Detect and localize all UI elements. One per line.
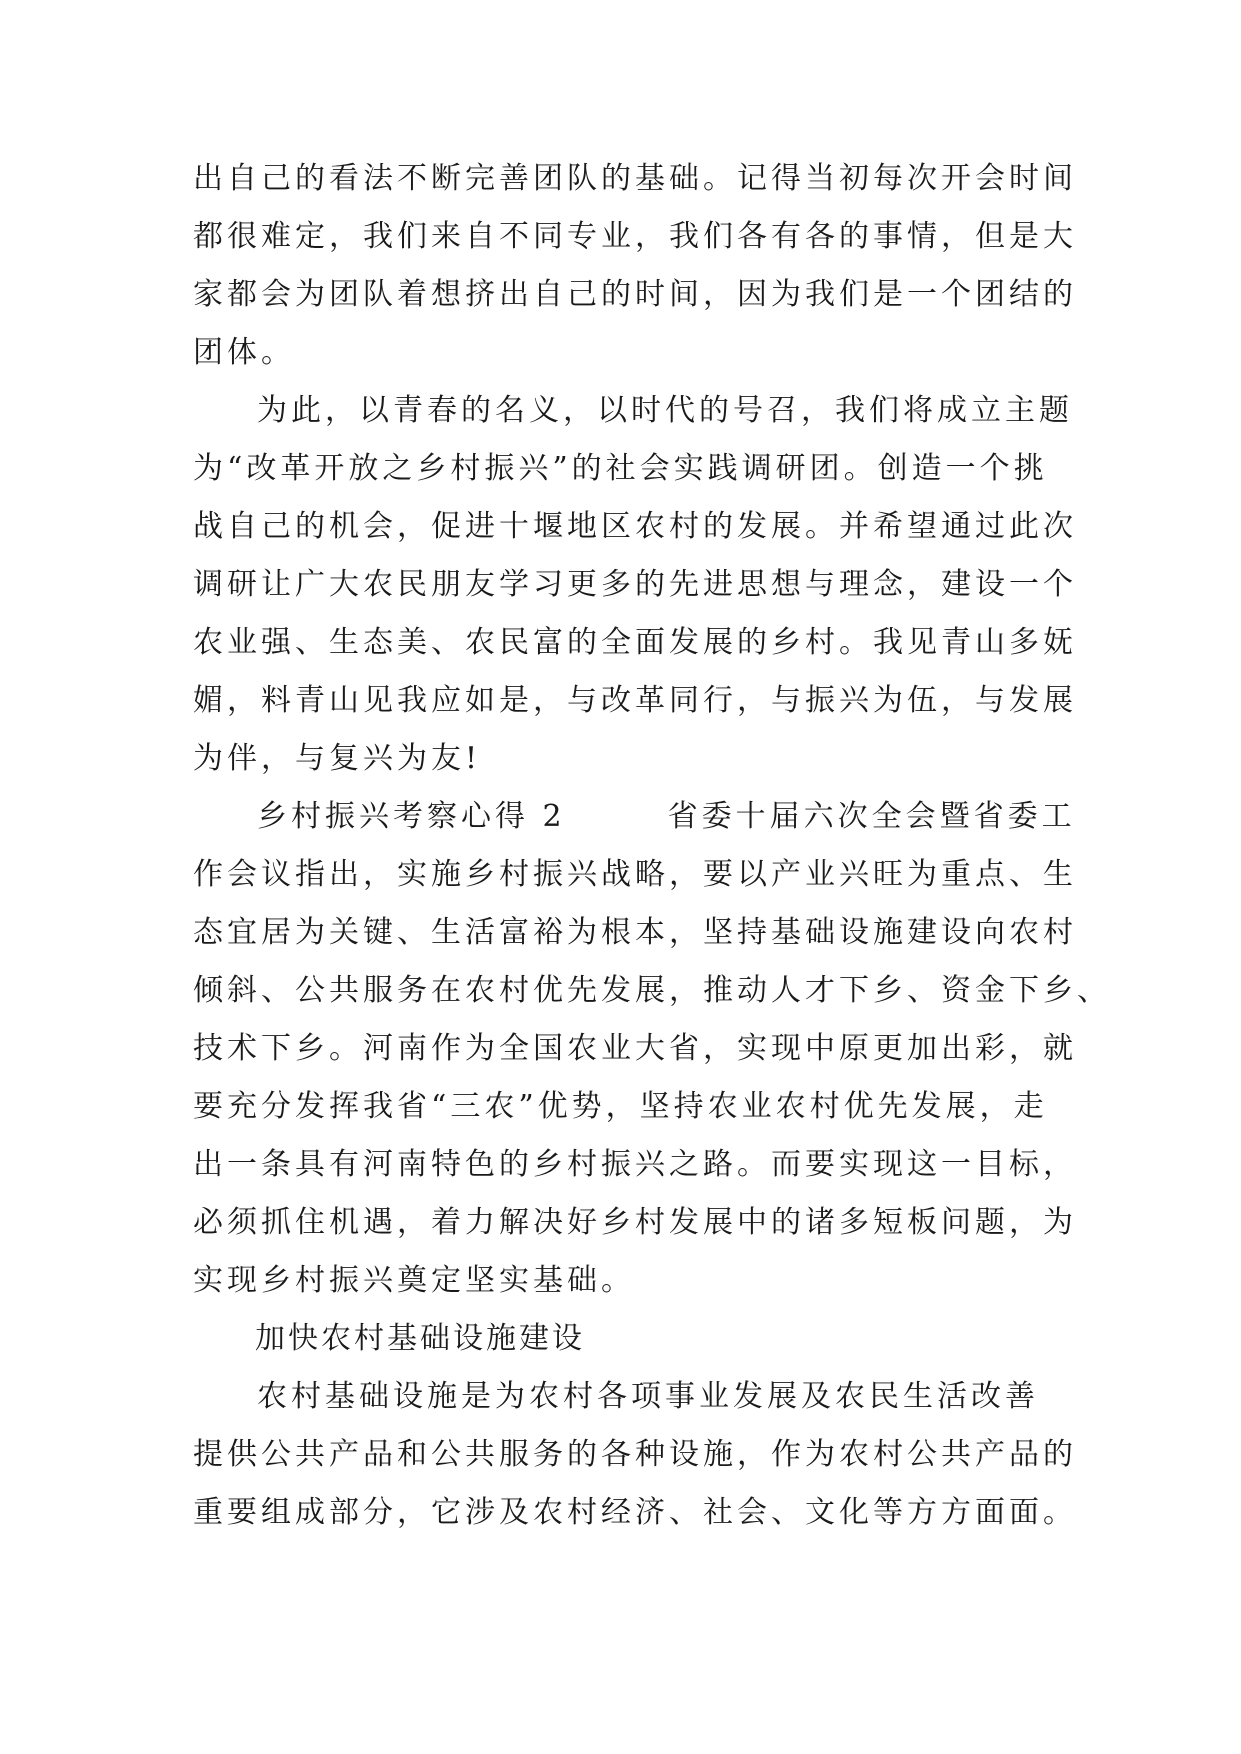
- document-body: [193, 150, 1111, 1542]
- paragraph-start-line: 农村基础设施是为农村各项事业发展及农民生活改善: [257, 1379, 1039, 1414]
- text-line-15: 倾斜、公共服务在农村优先发展，推动人才下乡、资金下乡、: [193, 973, 1111, 1008]
- text-line-13: 作会议指出，实施乡村振兴战略，要以产业兴旺为重点、生: [193, 857, 1077, 892]
- text-line-17: 要充分发挥我省“三农”优势，坚持农业农村优先发展，走: [193, 1089, 1048, 1124]
- subheading: 加快农村基础设施建设: [255, 1321, 585, 1356]
- paragraph-start-line: 为此，以青春的名义，以时代的号召，我们将成立主题: [257, 393, 1073, 428]
- text-line-10: 媚，料青山见我应如是，与改革同行，与振兴为伍，与发展: [193, 683, 1077, 718]
- text-line-20: 实现乡村振兴奠定坚实基础。: [193, 1263, 635, 1298]
- text-line-14: 态宜居为关键、生活富裕为根本，坚持基础设施建设向农村: [193, 915, 1077, 950]
- text-line-11: 为伴，与复兴为友!: [193, 741, 482, 776]
- text-line-18: 出一条具有河南特色的乡村振兴之路。而要实现这一目标，: [193, 1147, 1077, 1182]
- section-title-line: 乡村振兴考察心得 2 省委十届六次全会暨省委工: [257, 799, 1076, 834]
- text-line-6: 为“改革开放之乡村振兴”的社会实践调研团。创造一个挑: [193, 451, 1048, 486]
- text-line-4: 团体。: [193, 335, 295, 370]
- text-line-8: 调研让广大农民朋友学习更多的先进思想与理念，建设一个: [193, 567, 1077, 602]
- text-line-2: 都很难定，我们来自不同专业，我们各有各的事情，但是大: [193, 219, 1077, 254]
- text-line-16: 技术下乡。河南作为全国农业大省，实现中原更加出彩，就: [193, 1031, 1077, 1066]
- text-line-24: 重要组成部分，它涉及农村经济、社会、文化等方方面面。: [193, 1495, 1077, 1530]
- text-line-23: 提供公共产品和公共服务的各种设施，作为农村公共产品的: [193, 1437, 1077, 1472]
- text-line-9: 农业强、生态美、农民富的全面发展的乡村。我见青山多妩: [193, 625, 1077, 660]
- text-line-3: 家都会为团队着想挤出自己的时间，因为我们是一个团结的: [193, 277, 1077, 312]
- text-line-1: 出自己的看法不断完善团队的基础。记得当初每次开会时间: [193, 161, 1077, 196]
- text-line-7: 战自己的机会，促进十堰地区农村的发展。并希望通过此次: [193, 509, 1077, 544]
- text-line-19: 必须抓住机遇，着力解决好乡村发展中的诸多短板问题，为: [193, 1205, 1077, 1240]
